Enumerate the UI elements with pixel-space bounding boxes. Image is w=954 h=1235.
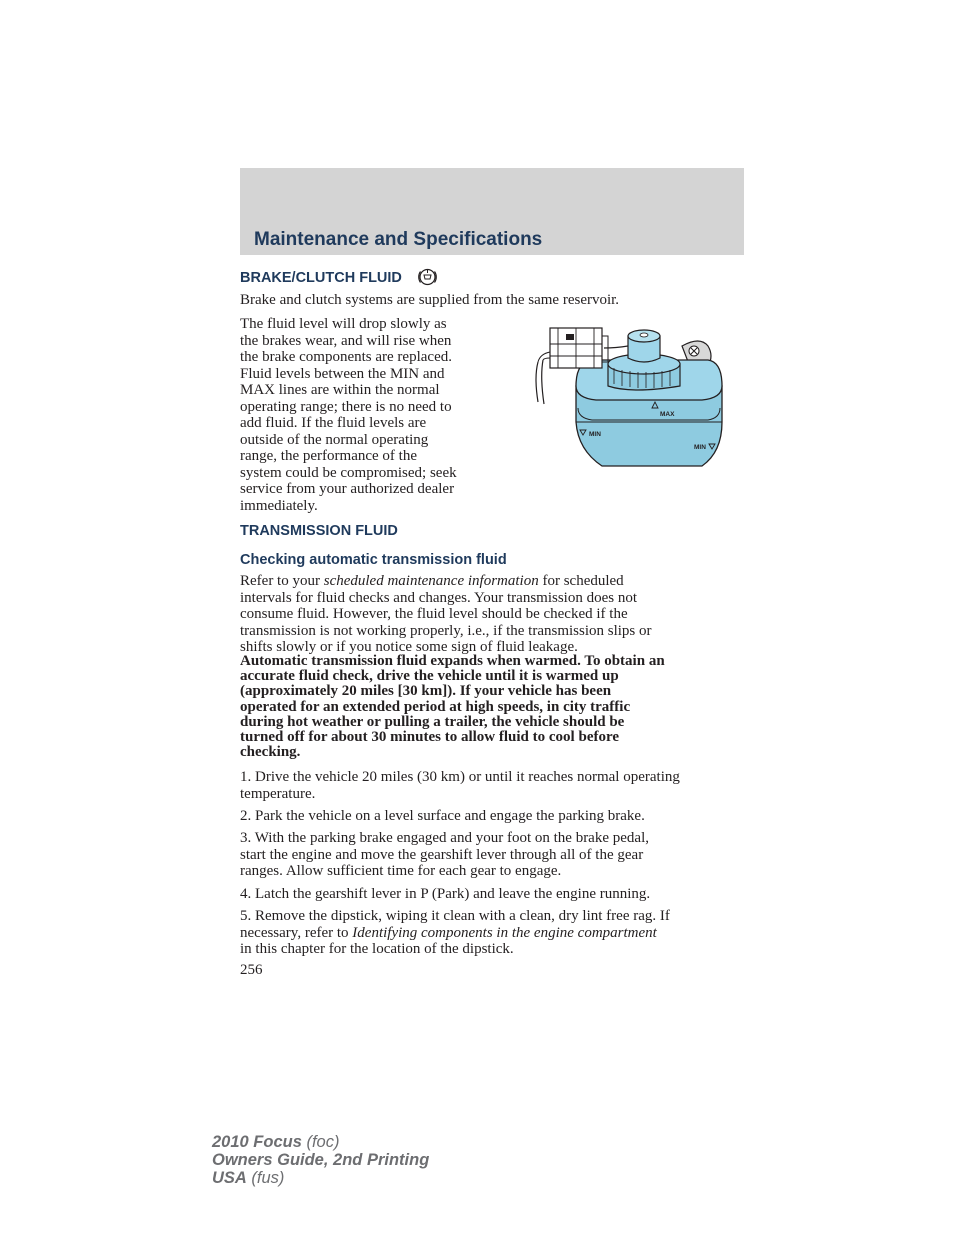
step-line: ranges. Allow sufficient time for each gear to engage. [240, 863, 562, 879]
brake-body-line: service from your authorized dealer [240, 481, 455, 497]
warning-line: (approximately 20 miles [30 km]). If your vehicle has been [240, 683, 612, 700]
transmission-intro-line: intervals for fluid checks and changes. Your transmission does not [240, 589, 638, 606]
engine-compartment-reference: Identifying components in the engine compartment [352, 924, 657, 941]
warning-line: accurate fluid check, drive the vehicle until it is warmed up [240, 668, 619, 685]
footer-line-3 [212, 1169, 429, 1187]
transmission-intro-line-1 [240, 573, 744, 590]
step-line: temperature. [240, 785, 316, 802]
section-title: Maintenance and Specifications [254, 229, 543, 250]
brake-body-line: add fluid. If the fluid levels are [240, 415, 427, 431]
step-line: 3. With the parking brake engaged and your foot on the brake pedal, [240, 830, 649, 846]
footer-market: USA [212, 1169, 247, 1187]
step-3 [240, 830, 744, 880]
intro-text-post: for scheduled [538, 573, 624, 589]
warning-line: turned off for about 30 minutes to allow fluid to cool before [240, 729, 620, 746]
min-label-left: MIN [589, 431, 601, 438]
brake-body-paragraph [240, 316, 490, 514]
intro-text-pre: Refer to your [240, 573, 324, 589]
footer-print-info [212, 1133, 429, 1187]
step-1 [240, 769, 744, 802]
brake-body-line: system could be compromised; seek [240, 464, 457, 481]
footer-line-2 [212, 1151, 429, 1169]
brake-body-line: MAX lines are within the normal [240, 382, 440, 398]
transmission-fluid-heading: TRANSMISSION FLUID [240, 523, 398, 539]
brake-body-line: Fluid levels between the MIN and [240, 365, 445, 382]
brake-body-line: immediately. [240, 497, 318, 514]
warning-line: during hot weather or pulling a trailer, the vehicle should be [240, 713, 625, 730]
step-line: 4. Latch the gearshift lever in P (Park) and leave the engine running. [240, 886, 651, 902]
brake-body-line: outside of the normal operating [240, 431, 429, 448]
transmission-intro-line: transmission is not working properly, i.e., if the transmission slips or [240, 622, 652, 639]
page-number: 256 [240, 962, 263, 978]
brake-intro-text: Brake and clutch systems are supplied from the same reservoir. [240, 292, 620, 308]
transmission-intro-line: consume fluid. However, the fluid level should be checked if the [240, 606, 628, 622]
step5-text-pre: necessary, refer to [240, 924, 353, 941]
max-label: MAX [660, 411, 675, 418]
step-line [240, 925, 744, 942]
brake-clutch-fluid-heading: BRAKE/CLUTCH FLUID [240, 270, 402, 286]
warning-line: Automatic transmission fluid expands when warmed. To obtain an [240, 653, 665, 669]
brake-body-line: range, the performance of the [240, 448, 417, 464]
footer-model: 2010 Focus [212, 1133, 302, 1151]
brake-body-line: The fluid level will drop slowly as [240, 316, 447, 332]
step-line: in this chapter for the location of the dipstick. [240, 941, 514, 957]
step-2 [240, 808, 744, 825]
min-label-right: MIN [694, 444, 706, 451]
checking-atf-subheading: Checking automatic transmission fluid [240, 552, 507, 568]
brake-fluid-icon [417, 267, 438, 286]
step-line: 2. Park the vehicle on a level surface and engage the parking brake. [240, 808, 645, 824]
scheduled-maintenance-reference: scheduled maintenance information [323, 573, 539, 589]
footer-market-code: (fus) [246, 1169, 285, 1187]
warning-line: checking. [240, 744, 301, 761]
section-header-band [240, 168, 744, 255]
footer-model-code: (foc) [301, 1133, 340, 1151]
transmission-intro-line: shifts slowly or if you notice some sign of fluid leakage. [240, 639, 578, 655]
fluid-warning-paragraph [240, 654, 744, 760]
brake-body-line: the brake components are replaced. [240, 349, 452, 365]
step-4 [240, 886, 744, 903]
brake-fluid-reservoir-illustration [532, 322, 728, 470]
step-5 [240, 908, 744, 958]
footer-guide-edition: Owners Guide, 2nd Printing [212, 1151, 430, 1169]
footer-line-1 [212, 1133, 429, 1151]
step-line: 5. Remove the dipstick, wiping it clean with a clean, dry lint free rag. If [240, 908, 670, 924]
transmission-intro-paragraph [240, 573, 744, 656]
brake-body-line: operating range; there is no need to [240, 398, 452, 415]
step-line: 1. Drive the vehicle 20 miles (30 km) or until it reaches normal operating [240, 769, 680, 785]
warning-line: operated for an extended period at high speeds, in city traffic [240, 698, 631, 715]
step-line: start the engine and move the gearshift lever through all of the gear [240, 846, 644, 863]
brake-body-line: the brakes wear, and will rise when [240, 332, 452, 349]
